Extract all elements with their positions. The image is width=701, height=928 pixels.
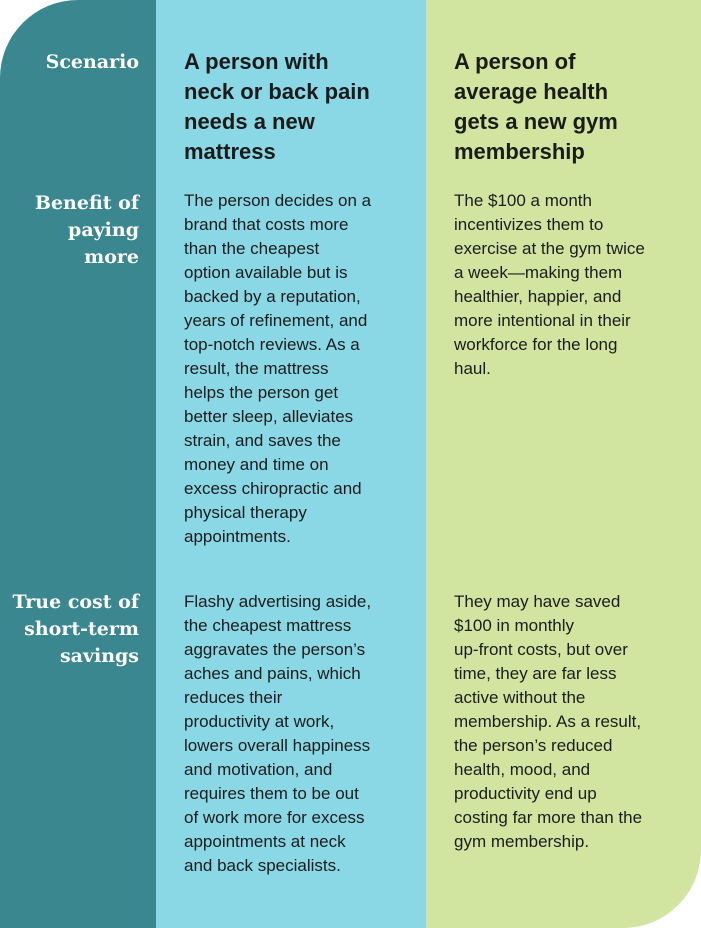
gym-benefit-text: The $100 a month incentivizes them to exercise at the gym twice a week—making them healthier, happier, and more intentional in their workforce for the long haul. [454, 191, 645, 378]
scenario-label: Scenario [45, 51, 139, 73]
gym-column [426, 0, 701, 928]
mattress-true-cost-text: Flashy advertising aside, the cheapest mattress aggravates the person’s aches and pains, which reduces their productivity at work, lowers overall happiness and motivation, and requires them to be out of work more for excess appointments at neck and back specialists. [184, 592, 372, 875]
mattress-column [156, 0, 426, 928]
gym-scenario-heading: A person of average health gets a new gym membership [454, 49, 618, 164]
benefit-label: Benefit of paying more [34, 192, 139, 268]
mattress-scenario-heading: A person with neck or back pain needs a new mattress [184, 49, 370, 164]
gym-true-cost-text: They may have saved $100 in monthly up-front costs, but over time, they are far less active without the membership. As a result, the person’s reduced health, mood, and productivity end up costing far more than the gym membership. [454, 592, 643, 851]
mattress-benefit-text: The person decides on a brand that costs more than the cheapest option available but is backed by a reputation, years of refinement, and top-notch reviews. As a result, the mattress helps the person get better sleep, alleviates strain, and saves the money and time on excess chiropractic and physical therapy appointments. [184, 191, 372, 546]
true-cost-label: True cost of short-term savings [12, 591, 139, 667]
row-label-column [0, 0, 156, 928]
